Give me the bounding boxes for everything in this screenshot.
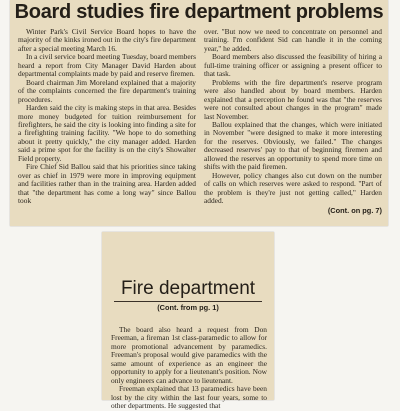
paragraph: The board also heard a request from Don Freeman, a fireman 1st class-paramedic to allow for more promotional advancement by paramedics. Freeman's proposal would give paramedics with the same amount of experience as an engineer the opportunity to apply for a lieutenant's position. Now only engineers can advance to lieutenant.: [111, 325, 267, 385]
right-text-column: [204, 28, 382, 215]
paragraph: However, policy changes also cut down on the number of calls on which reserves were asked to respond. "Part of the problem is they're just not getting called," Harden added.: [204, 170, 382, 206]
continuation-text-column: [111, 326, 267, 411]
paragraph: Board members also discussed the feasibility of hiring a full-time training officer or assigning a present officer to that task.: [204, 52, 382, 79]
continuation-headline: Fire department: [120, 278, 256, 299]
continued-note: (Cont. on pg. 7): [327, 205, 382, 215]
paragraph: Problems with the fire department's reserve program were also handled about by board members. Harden explained that a perception he found was that "the reserves were not consulted about changes in the program" made last November.: [204, 77, 382, 121]
continued-from-note: (Cont. from pg. 1): [157, 303, 219, 312]
paragraph: Harden said the city is making steps in that area. Besides more money budgeted for tuition reimbursement for firefighters, he said the city is looking into finding a site for a firefighting training facility. "We hope to do something about it pretty quickly," the city manager added. Harden said a prime spot for the facility is on the city's Showalter Field property.: [18, 103, 196, 163]
paragraph: Ballou explained that the changes, which were initiated in November "were designed to make it more interesting for the reserves. Obviously, we failed." The changes decreased reserves' pay to that of beginning firemen and allowed the reserves an opportunity to spend more time on shifts with the paid firemen.: [204, 119, 382, 172]
headline-divider: [114, 301, 262, 302]
paragraph: Winter Park's Civil Service Board hopes to have the majority of the kinks ironed out in the city's fire department after a special meeting March 16.: [18, 27, 196, 53]
top-newspaper-clipping: [10, 0, 388, 226]
left-text-column: [18, 28, 196, 206]
paragraph: In a civil service board meeting Tuesday, board members heard a report from City Manager David Harden about departmental complaints made by paid and reserve firemen.: [18, 52, 196, 79]
paragraph: Freeman explained that 13 paramedics have been lost by the city within the last four years, some to other departments. He suggested that: [111, 384, 267, 411]
paragraph: Fire Chief Sid Ballou said that his priorities since taking over as chief in 1979 were more in improving equipment and facilities rather than in the training area. Harden added that "the department has come a long way" since Ballou took: [18, 162, 196, 206]
article-headline: Board studies fire department problems: [14, 1, 384, 23]
paragraph: Board chairman Jim Moreland explained that a majority of the complaints concerned the fire department's training procedures.: [18, 77, 196, 104]
bottom-newspaper-clipping: [102, 232, 274, 411]
paragraph: over. "But now we need to concentrate on personnel and training. I'm confident Sid can handle it in the coming year," he added.: [204, 27, 382, 53]
